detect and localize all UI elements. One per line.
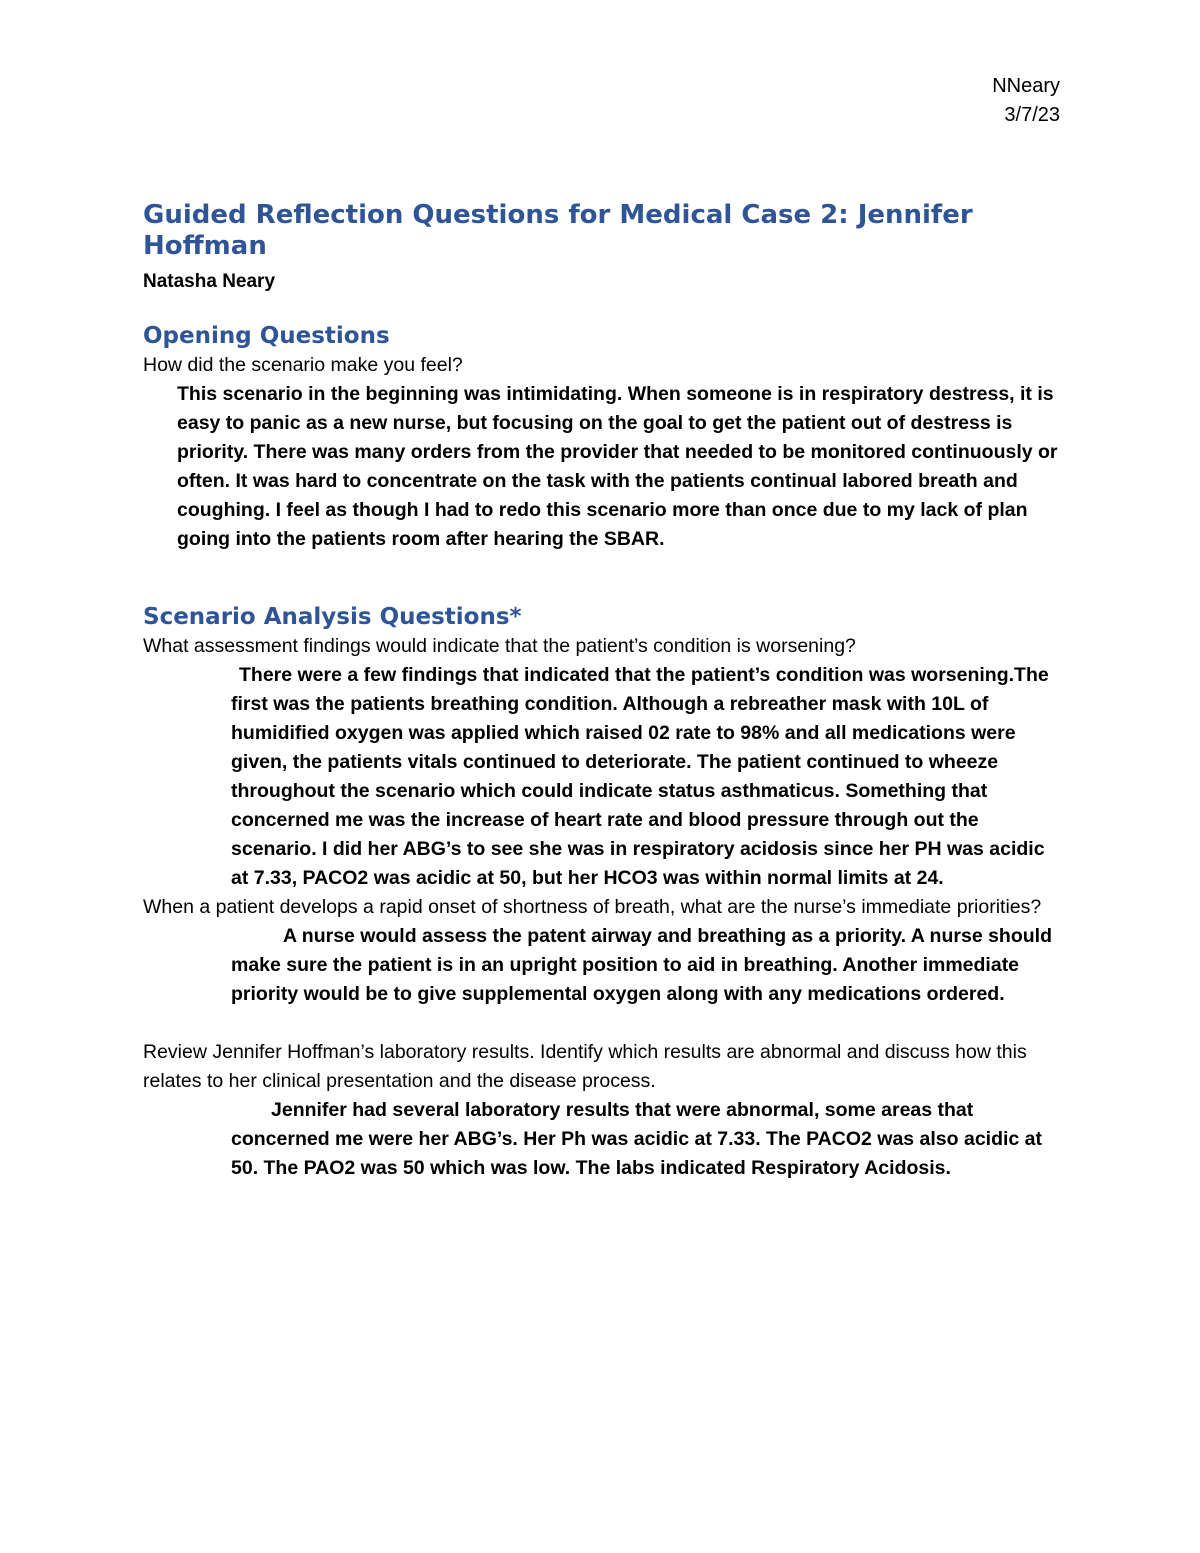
- analysis-answer-3: Jennifer had several laboratory results that were abnormal, some areas that concerned me were her ABG’s. Her Ph was acidic at 7.33. The PACO2 was also acidic at 50. The PAO2 was 50 which was low. The labs indicated Respiratory Acidosis.: [231, 1099, 1043, 1179]
- document-title: Guided Reflection Questions for Medical Case 2: Jennifer Hoffman: [143, 200, 973, 261]
- analysis-question-3: Review Jennifer Hoffman’s laboratory results. Identify which results are abnormal and discuss how this relates to her clinical presentation and the disease process.: [143, 1041, 1027, 1092]
- analysis-question-1: What assessment findings would indicate that the patient’s condition is worsening?: [143, 635, 856, 657]
- analysis-question-2: When a patient develops a rapid onset of shortness of breath, what are the nurse’s immediate priorities?: [143, 896, 1042, 918]
- page-header: [992, 72, 1060, 130]
- opening-answer-1: This scenario in the beginning was intimidating. When someone is in respiratory destress, it is easy to panic as a new nurse, but focusing on the goal to get the patient out of destress is priority. There was many orders from the provider that needed to be monitored continuously or often. It was hard to concentrate on the task with the patients continual labored breath and coughing. I feel as though I had to redo this scenario more than once due to my lack of plan going into the patients room after hearing the SBAR.: [177, 383, 1058, 550]
- analysis-answer-1: There were a few findings that indicated that the patient’s condition was worsening.The first was the patients breathing condition. Although a rebreather mask with 10L of humidified oxygen was applied which raised 02 rate to 98% and all medications were given, the patients vitals continued to deteriorate. The patient continued to wheeze throughout the scenario which could indicate status asthmaticus. Something that concerned me was the increase of heart rate and blood pressure through out the scenario. I did her ABG’s to see she was in respiratory acidosis since her PH was acidic at 7.33, PACO2 was acidic at 50, but her HCO3 was within normal limits at 24.: [231, 664, 1049, 889]
- document-body: [143, 200, 1063, 1183]
- header-date: 3/7/23: [1004, 104, 1060, 126]
- analysis-answer-2: A nurse would assess the patent airway and breathing as a priority. A nurse should make sure the patient is in an upright position to aid in breathing. Another immediate priority would be to give supplemental oxygen along with any medications ordered.: [231, 925, 1052, 1005]
- scenario-analysis-heading: Scenario Analysis Questions*: [143, 604, 522, 630]
- document-author: Natasha Neary: [143, 271, 276, 292]
- opening-questions-heading: Opening Questions: [143, 323, 390, 349]
- opening-question-1: How did the scenario make you feel?: [143, 354, 463, 376]
- header-name: NNeary: [992, 75, 1060, 97]
- paragraph-spacer: [143, 1009, 1063, 1038]
